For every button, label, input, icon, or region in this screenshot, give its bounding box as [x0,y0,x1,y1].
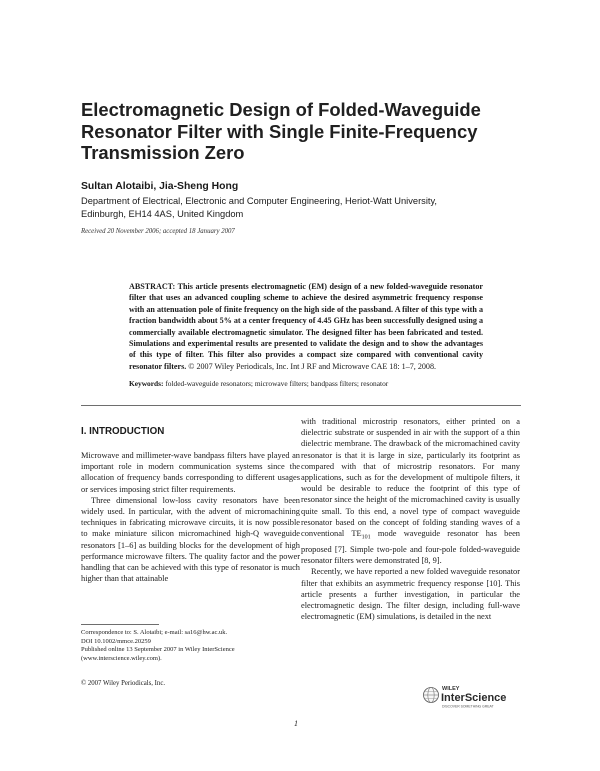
abstract [129,281,483,372]
right-paragraph-1-end: mode waveguide resonator has been proposed [7]. Simple two-pole and four-pole folded-waveguide resonator filters were demonstrated [8, 9]. [301,529,520,566]
keywords-text: folded-waveguide resonators; microwave filters; bandpass filters; resonator [163,379,389,388]
mode-subscript: 101 [361,534,371,541]
logo-globe-icon [424,688,439,703]
doi-note: DOI 10.1002/mmce.20259 [81,637,151,645]
right-column [301,416,520,622]
affiliation-line-2: Edinburgh, EH14 4AS, United Kingdom [81,208,244,219]
logo-wiley-text: WILEY [442,686,460,692]
abstract-copyright: © 2007 Wiley Periodicals, Inc. Int J RF and Microwave CAE 18: 1–7, 2008. [186,361,437,371]
keywords [129,379,489,389]
left-paragraph-2: Three dimensional low-loss cavity resonators have been widely used. In particular, with the advent of micromachining techniques in fabricating microwave circuits, it is now possible to make miniature silicon micromachined high-Q waveguide resonators [1–6] as building blocks for the development of high performance microwave filters. The quality factor and the power handling that can be achieved with this type of resonator is much higher than that attainable [81,495,300,584]
footnote-rule [81,624,159,625]
page-number: 1 [294,719,298,728]
abstract-text: This article presents electromagnetic (EM) design of a new folded-waveguide resonator filter that uses an advanced coupling scheme to achieve the desired asymmetric frequency response with an attenuation pole of finite frequency on the high side of the passband. A filter of this type with a fraction bandwidth about 5% at a center frequency of 4.45 GHz has been successfully designed using a commercially available electromagnetic simulator. The designed filter has been fabricated and tested. Simulations and experimental results are presented to validate the design and to show the advantages of this type of filter. This filter also provides a compact size compared with conventional cavity resonator filters. [129,282,483,371]
website-note: (www.interscience.wiley.com). [81,654,162,662]
footer-copyright: © 2007 Wiley Periodicals, Inc. [81,680,166,687]
footnotes [81,629,300,663]
abstract-label: ABSTRACT: [129,282,176,291]
left-paragraph-1: Microwave and millimeter-wave bandpass filters have played an important role in modern communication systems since the allocation of frequency bands corresponding to different usages or services imposing strict filter requirements. [81,451,300,494]
right-paragraph-1 [301,416,520,566]
section-heading: I. INTRODUCTION [81,426,165,437]
logo-interscience-text: InterScience [441,692,507,704]
affiliation-line-1: Department of Electrical, Electronic and Computer Engineering, Heriot-Watt University, [81,196,438,206]
interscience-logo-graphic [422,682,520,712]
published-note: Published online 13 September 2007 in Wiley InterScience [81,646,235,654]
received-date: Received 20 November 2006; accepted 18 January 2007 [81,228,235,235]
wiley-interscience-logo [422,682,520,712]
keywords-label: Keywords: [129,379,164,388]
authors: Sultan Alotaibi, Jia-Sheng Hong [81,181,239,192]
right-paragraph-2: Recently, we have reported a new folded waveguide resonator filter that exhibits an asymmetric frequency response [10]. This article presents a further investigation, in particular the electromagnetic design. The filter design, including full-wave electromagnetic (EM) simulations, is detailed in the next [301,567,520,622]
left-column [81,450,300,584]
logo-tagline-text: DISCOVER SOMETHING GREAT [442,704,494,709]
correspondence-note: Correspondence to: S. Alotaibi; e-mail: sa16@hw.ac.uk. [81,629,228,636]
affiliation [81,195,541,220]
right-paragraph-1-text: with traditional microstrip resonators, either printed on a dielectric substrate or suspended in air with the support of a thin dielectric membrane. The drawback of the micromachined cavity resonator is that it is large in size, particularly its footprint as compared with that of microstrip resonators. For many applications, such as for the development of multipole filters, it would be desirable to reduce the footprint of this type of resonator since the height of the micromachined cavity is usually quite small. To this end, a novel type of compact waveguide resonator based on the concept of folding standing waves of a conventional TE [301,417,520,539]
paper-title: Electromagnetic Design of Folded-Waveguide Resonator Filter with Single Finite-Frequency Transmission Zero [81,99,481,163]
section-divider [81,405,521,406]
